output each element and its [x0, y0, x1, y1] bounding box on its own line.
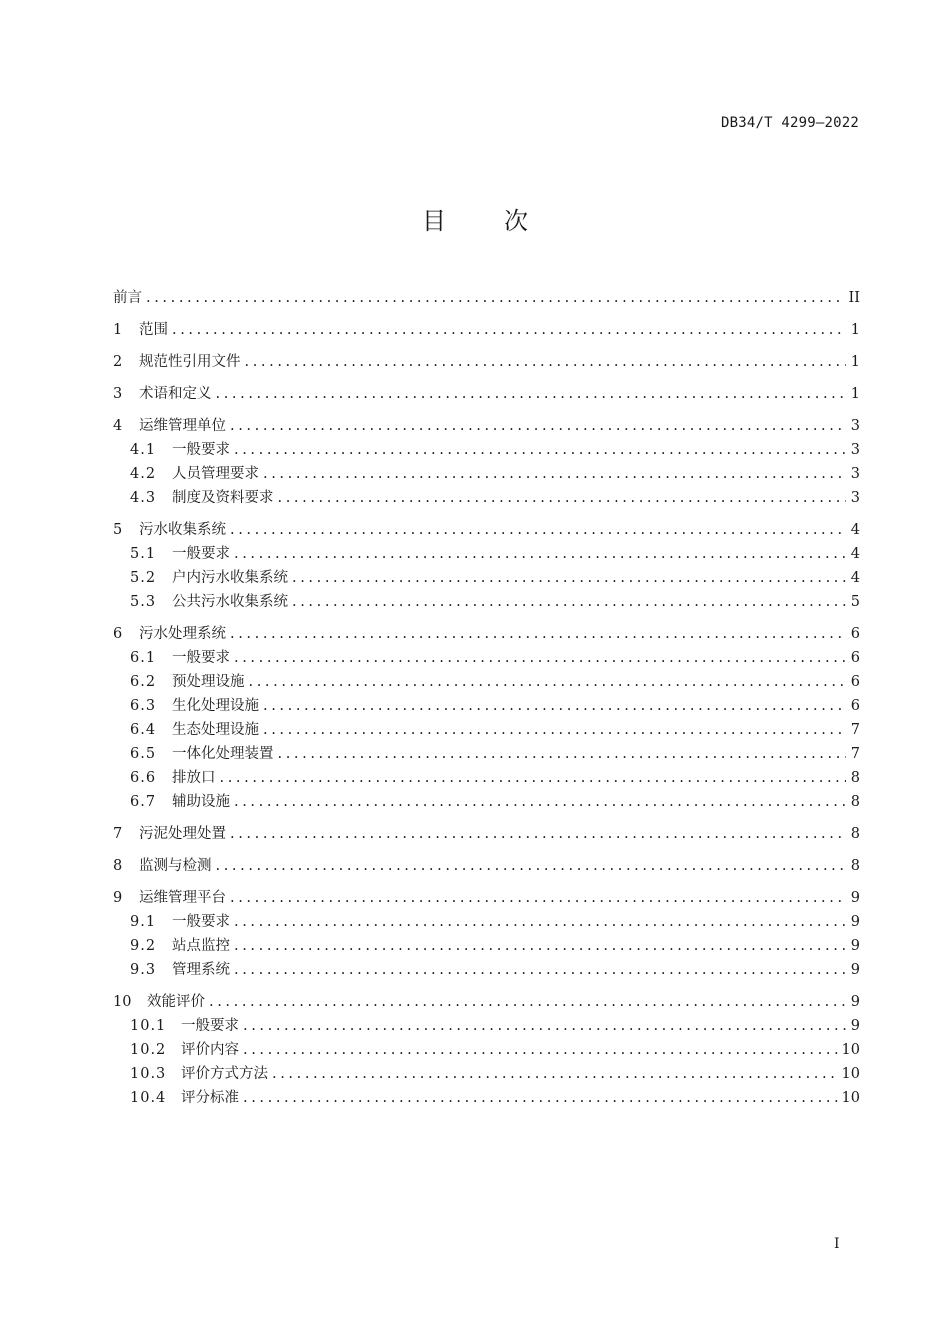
toc-entry-page: 3	[850, 442, 860, 458]
toc-entry-page: 3	[850, 466, 860, 482]
toc-entry-label: 术语和定义	[139, 386, 212, 402]
toc-entry-label: 运维管理单位	[139, 418, 226, 434]
toc-entry-page: 10	[841, 1066, 860, 1082]
toc-entry-label: 一般要求	[172, 914, 230, 930]
toc-entry-page: 1	[850, 354, 860, 370]
toc-entry-label: 公共污水收集系统	[172, 594, 288, 610]
toc-entry-label: 一般要求	[172, 546, 230, 562]
toc-entry-page: 7	[850, 746, 860, 762]
toc-entry-page: 10	[841, 1042, 860, 1058]
dot-leader	[172, 318, 846, 342]
toc-entry-page: 9	[850, 938, 860, 954]
toc-entry-number: 10.1	[130, 1018, 167, 1034]
dot-leader	[234, 438, 846, 462]
toc-entry-number: 4.2	[130, 466, 157, 482]
toc-entry-number: 5.1	[130, 546, 157, 562]
toc-entry-page: 9	[850, 890, 860, 906]
toc-entry-page: 6	[850, 650, 860, 666]
toc-entry-page: 6	[850, 698, 860, 714]
toc-entry-label: 污水收集系统	[139, 522, 226, 538]
toc-entry-number: 5.3	[130, 594, 157, 610]
dot-leader	[234, 542, 846, 566]
toc-entry-label: 生化处理设施	[172, 698, 259, 714]
toc-entry-label: 辅助设施	[172, 794, 230, 810]
dot-leader	[234, 646, 846, 670]
toc-entry-label: 一般要求	[172, 650, 230, 666]
toc-entry-page: 4	[850, 570, 860, 586]
dot-leader	[263, 694, 846, 718]
toc-entry-label: 评价方式方法	[181, 1066, 268, 1082]
toc-entry-label: 污水处理系统	[139, 626, 226, 642]
toc-subentry[interactable]	[113, 910, 860, 934]
toc-entry-page: 8	[850, 770, 860, 786]
toc-entry-number: 5.2	[130, 570, 157, 586]
toc-entry-label: 前言	[113, 290, 142, 306]
toc-entry-number: 10.3	[130, 1066, 167, 1082]
dot-leader	[230, 822, 846, 846]
toc-entry[interactable]	[113, 382, 860, 406]
toc-entry-number: 4.1	[130, 442, 157, 458]
document-code: DB34/T 4299—2022	[720, 115, 859, 131]
toc-entry-page: 9	[850, 914, 860, 930]
toc-entry-number: 6.2	[130, 674, 157, 690]
toc-subentry[interactable]	[113, 462, 860, 486]
title-char-2: 次	[504, 207, 528, 235]
toc-entry-page: 1	[850, 322, 860, 338]
toc-entry-number: 10.4	[130, 1090, 167, 1106]
toc-entry-number: 6.1	[130, 650, 157, 666]
toc-entry-number: 3	[113, 386, 123, 402]
toc-subentry[interactable]	[113, 934, 860, 958]
dot-leader	[243, 1014, 846, 1038]
toc-subentry[interactable]	[113, 1086, 860, 1110]
dot-leader	[209, 990, 846, 1014]
toc-entry-number: 6.4	[130, 722, 157, 738]
toc-entry-label: 评分标准	[181, 1090, 239, 1106]
toc-entry-page: 1	[850, 386, 860, 402]
toc-subentry[interactable]	[113, 718, 860, 742]
toc-subentry[interactable]	[113, 438, 860, 462]
dot-leader	[216, 854, 847, 878]
toc-entry-page: 8	[850, 826, 860, 842]
toc-entry-page: 3	[850, 490, 860, 506]
dot-leader	[230, 622, 846, 646]
toc-entry[interactable]	[113, 886, 860, 910]
toc-subentry[interactable]	[113, 542, 860, 566]
dot-leader	[146, 286, 845, 310]
toc-subentry[interactable]	[113, 566, 860, 590]
dot-leader	[234, 958, 846, 982]
dot-leader	[263, 462, 846, 486]
toc-entry-number: 7	[113, 826, 123, 842]
toc-subentry[interactable]	[113, 742, 860, 766]
toc-entry-label: 制度及资料要求	[172, 490, 274, 506]
toc-entry-number: 6.7	[130, 794, 157, 810]
toc-entry[interactable]	[113, 990, 860, 1014]
dot-leader	[230, 886, 846, 910]
dot-leader	[230, 518, 846, 542]
toc-entry-number: 5	[113, 522, 123, 538]
dot-leader	[249, 670, 847, 694]
toc-entry-page: 6	[850, 674, 860, 690]
toc-entry-number: 9	[113, 890, 123, 906]
toc-entry-number: 9.3	[130, 962, 157, 978]
toc-entry-number: 4	[113, 418, 123, 434]
toc-entry[interactable]	[113, 286, 860, 310]
toc-entry-label: 评价内容	[181, 1042, 239, 1058]
dot-leader	[216, 382, 847, 406]
toc-entry[interactable]	[113, 318, 860, 342]
toc-subentry[interactable]	[113, 790, 860, 814]
toc-subentry[interactable]	[113, 1062, 860, 1086]
toc-entry-number: 6.6	[130, 770, 157, 786]
dot-leader	[292, 590, 846, 614]
toc-entry[interactable]	[113, 622, 860, 646]
toc-entry-page: 9	[850, 962, 860, 978]
toc-subentry[interactable]	[113, 1038, 860, 1062]
toc-entry-page: 9	[850, 1018, 860, 1034]
dot-leader	[234, 790, 846, 814]
toc-entry-label: 范围	[139, 322, 168, 338]
toc-entry-label: 监测与检测	[139, 858, 212, 874]
toc-entry-label: 运维管理平台	[139, 890, 226, 906]
toc-entry-label: 生态处理设施	[172, 722, 259, 738]
toc-entry-page: 4	[850, 546, 860, 562]
footer-page-number: I	[834, 1236, 840, 1252]
dot-leader	[278, 486, 847, 510]
table-of-contents	[113, 286, 860, 1110]
toc-entry-label: 管理系统	[172, 962, 230, 978]
dot-leader	[230, 414, 846, 438]
toc-entry-label: 一体化处理装置	[172, 746, 274, 762]
toc-entry-label: 户内污水收集系统	[172, 570, 288, 586]
toc-subentry[interactable]	[113, 694, 860, 718]
toc-entry-number: 8	[113, 858, 123, 874]
toc-subentry[interactable]	[113, 766, 860, 790]
toc-entry[interactable]	[113, 414, 860, 438]
toc-entry-number: 6.3	[130, 698, 157, 714]
toc-subentry[interactable]	[113, 958, 860, 982]
toc-entry-number: 6	[113, 626, 123, 642]
dot-leader	[263, 718, 846, 742]
toc-subentry[interactable]	[113, 590, 860, 614]
toc-entry-number: 4.3	[130, 490, 157, 506]
dot-leader	[234, 910, 846, 934]
toc-subentry[interactable]	[113, 486, 860, 510]
toc-entry-label: 污泥处理处置	[139, 826, 226, 842]
dot-leader	[245, 350, 847, 374]
toc-entry-page: 7	[850, 722, 860, 738]
dot-leader	[234, 934, 846, 958]
toc-entry-page: 9	[850, 994, 860, 1010]
toc-entry-page: 8	[850, 858, 860, 874]
dot-leader	[243, 1086, 838, 1110]
toc-entry-page: 8	[850, 794, 860, 810]
dot-leader	[292, 566, 846, 590]
toc-subentry[interactable]	[113, 670, 860, 694]
title-char-1: 目	[422, 207, 446, 235]
toc-subentry[interactable]	[113, 646, 860, 670]
dot-leader	[272, 1062, 838, 1086]
toc-entry-number: 9.1	[130, 914, 157, 930]
toc-entry-number: 10	[113, 994, 132, 1010]
toc-entry-number: 2	[113, 354, 123, 370]
toc-entry-label: 规范性引用文件	[139, 354, 241, 370]
toc-entry-label: 一般要求	[172, 442, 230, 458]
dot-leader	[278, 742, 847, 766]
toc-entry-page: 5	[850, 594, 860, 610]
toc-entry-label: 人员管理要求	[172, 466, 259, 482]
toc-entry[interactable]	[113, 822, 860, 846]
toc-entry-number: 9.2	[130, 938, 157, 954]
toc-entry-page: 10	[841, 1090, 860, 1106]
toc-entry-number: 1	[113, 322, 123, 338]
toc-entry-label: 效能评价	[147, 994, 205, 1010]
toc-entry-page: 4	[850, 522, 860, 538]
toc-entry-label: 站点监控	[172, 938, 230, 954]
dot-leader	[243, 1038, 838, 1062]
toc-subentry[interactable]	[113, 1014, 860, 1038]
toc-entry-page: 3	[850, 418, 860, 434]
toc-entry-page: II	[848, 290, 860, 306]
toc-entry-number: 10.2	[130, 1042, 167, 1058]
toc-entry-label: 排放口	[172, 770, 216, 786]
toc-entry[interactable]	[113, 854, 860, 878]
toc-entry[interactable]	[113, 518, 860, 542]
toc-entry-label: 预处理设施	[172, 674, 245, 690]
toc-entry-page: 6	[850, 626, 860, 642]
dot-leader	[220, 766, 847, 790]
page-title	[0, 201, 950, 236]
toc-entry-number: 6.5	[130, 746, 157, 762]
toc-entry[interactable]	[113, 350, 860, 374]
toc-entry-label: 一般要求	[181, 1018, 239, 1034]
